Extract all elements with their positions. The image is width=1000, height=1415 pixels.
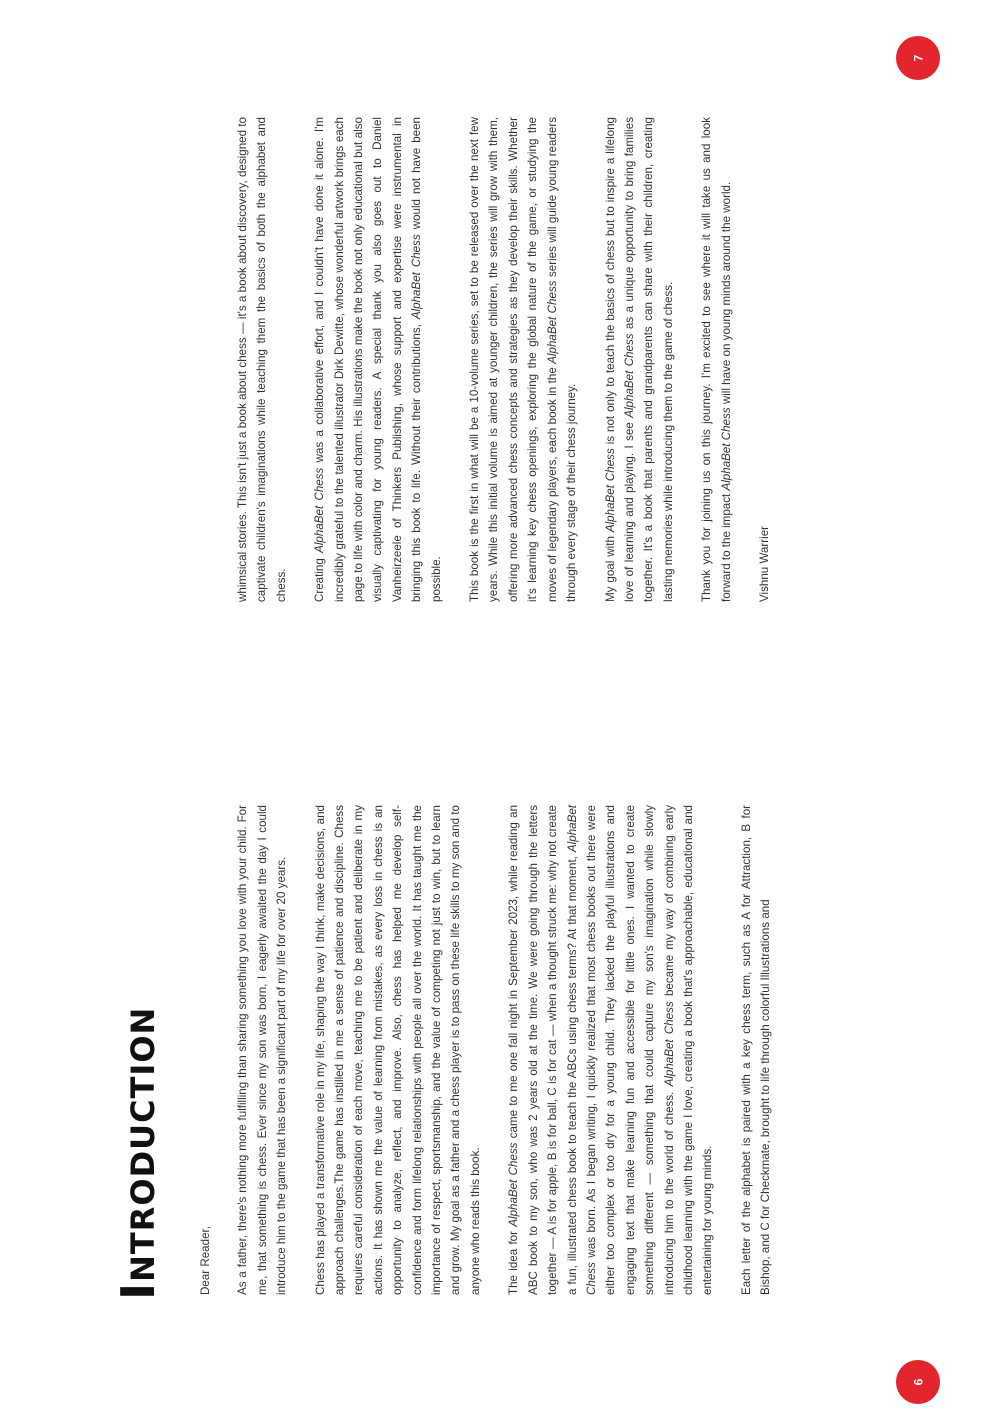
text-span: Creating bbox=[313, 552, 327, 602]
text-span: This book is the first in what will be a 10-volume series, set to be released over the next few years. While this initial volume is aimed at younger children, the series will grow with them, offering more advanced chess concepts and strategies as they develop their skills. Whether it's learning key chess openings, exploring the global nature of the game, or studying the moves of legendary players, each book in the bbox=[468, 117, 559, 602]
book-title-emphasis: AlphaBet Chess bbox=[662, 1001, 676, 1087]
text-span: will have on young minds around the world. bbox=[719, 181, 733, 408]
paragraph: Chess has played a transformative role in my life, shaping the way I think, make decisions, and approach challenges.The game has instilled in me a sense of patience and discipline. Chess requires careful consideration of each move, teaching me to be patient and deliberate in my actions. It has shown me the value of learning from mistakes, as every loss in chess is an opportunity to analyze, reflect, and improve. Also, chess has helped me develop self-confidence and form lifelong relationships with people all over the world. It has taught me the importance of respect, sportsmanship, and the value of competing not just to win, but to learn and grow. My goal as a father and a chess player is to pass on these life skills to my son and to anyone who reads this book. bbox=[313, 805, 482, 1295]
text-span: series will guide young readers through every stage of their chess journey. bbox=[545, 116, 579, 602]
book-title-emphasis: AlphaBet Chess bbox=[410, 234, 424, 320]
paragraph: Each letter of the alphabet is paired with a key chess term, such as A for Attraction, B for Bishop, and C for Checkmate, brought to life through colorful Illustrations and bbox=[739, 805, 773, 1295]
book-title-emphasis: AlphaBet Chess bbox=[545, 280, 559, 364]
page-number-left: 6 bbox=[911, 1378, 925, 1386]
text-span: would not have been possible. bbox=[410, 116, 443, 602]
book-title-emphasis: AlphaBet Chess bbox=[507, 1142, 521, 1227]
text-span: The idea for bbox=[507, 1226, 521, 1295]
paragraph bbox=[465, 117, 581, 602]
text-span: Thank you for joining us on this journey. I'm excited to see where it will take us and look forward to the impact bbox=[700, 117, 733, 602]
paragraph: As a father, there's nothing more fulfilling than sharing something you love with your child. For me, that something is chess. Ever since my son was born, I eagerly awaited the day I could introduce him to the game that has been a significant part of my life for over 20 years. bbox=[236, 805, 289, 1295]
page-number-badge-left bbox=[896, 1360, 940, 1404]
text-span: came to me one fall night in September 2023, while reading an ABC book to my son, who was 2 years old at the time. We were going through the letters together — A is for apple, B is for ball, C is for cat — when a thought struck me: why not create a fun, illustrated chess book to teach the ABCs using chess terms? At that moment, bbox=[507, 804, 579, 1295]
text-span: is not only to teach the basics of chess but to inspire a lifelong love of learning and playing. I see bbox=[603, 116, 636, 602]
text-span: was born. As I began writing, I quickly realized that most chess books out there were either too complex or too dry for a young child. They lacked the playful illustrations and engaging text that make learning fun and accessible for little ones. I wanted to create something different — something that could capture my son's imagination while slowly introducing him to the world of chess. bbox=[584, 805, 676, 1295]
paragraph bbox=[310, 117, 446, 602]
page-number-right: 7 bbox=[911, 54, 925, 62]
paragraph: whimsical stories. This isn't just a book about chess — it's a book about discovery, designed to captivate children's imaginations while teaching them the basics of both the alphabet and chess. bbox=[236, 117, 288, 602]
paragraph bbox=[504, 805, 717, 1295]
page-number-badge-right bbox=[896, 36, 940, 80]
book-title-emphasis: AlphaBet Chess bbox=[719, 407, 733, 491]
text-span: as a unique opportunity to bring families together. It's a book that parents and grandparents can share with their children, creating lasting memories while introducing them to the game of chess. bbox=[622, 117, 675, 602]
right-page-text bbox=[233, 117, 793, 602]
page-title: Introduction bbox=[111, 1006, 165, 1300]
greeting: Dear Reader, bbox=[199, 1226, 212, 1295]
book-title-emphasis: AlphaBet Chess bbox=[313, 467, 327, 553]
text-span: became my way of combining early childhood learning with the game I love, creating a book that's approachable, educational and entertaining for young minds. bbox=[662, 805, 715, 1295]
author-signature: Vishnu Warrier bbox=[757, 525, 771, 602]
left-page-text bbox=[196, 805, 795, 1295]
paragraph bbox=[601, 117, 679, 602]
text-span: was a collaborative effort, and I couldn't have done it alone. I'm incredibly grateful to the talented illustrator Dirk Dewitte, whose wonderful artwork brings each page to life with color and charm. His illustrations make the book not only educational but also visually captivating for young readers. A special thank you also goes out to Daniel Vanheirzeele of Thinkers Publishing, whose support and expertise were instrumental in bringing this book to life. Without their contributions, bbox=[313, 116, 424, 602]
book-title-emphasis: AlphaBet Chess bbox=[603, 448, 617, 533]
text-span: My goal with bbox=[603, 532, 617, 602]
book-title-emphasis: AlphaBet Chess bbox=[565, 805, 598, 1295]
book-title-emphasis: AlphaBet Chess bbox=[622, 333, 636, 418]
paragraph bbox=[697, 117, 736, 602]
